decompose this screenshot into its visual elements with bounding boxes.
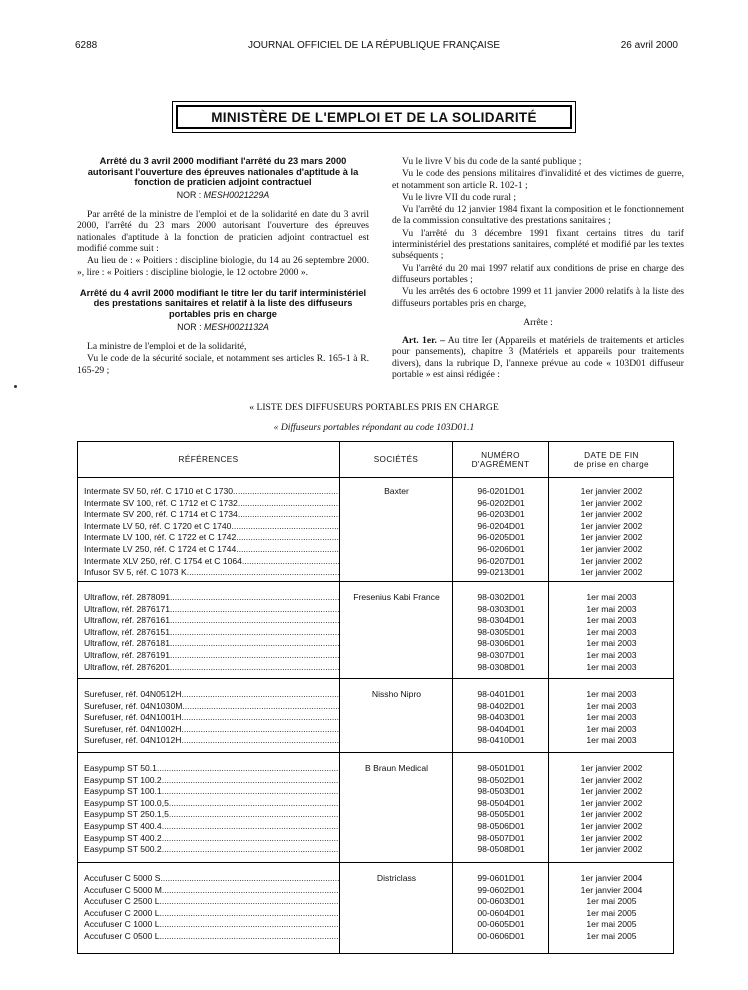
reference-text: Easypump ST 50.1 [84, 763, 157, 773]
end-date: 1er mai 2003 [586, 603, 637, 614]
end-date: 1er mai 2003 [586, 723, 637, 734]
leader-dots [187, 567, 340, 577]
agrement-number: 00-0603D01 [477, 896, 525, 907]
end-date: 1er janvier 2004 [580, 873, 643, 883]
agrement-number: 98-0404D01 [477, 723, 525, 734]
leader-dots [159, 896, 340, 906]
agrement-number: 00-0606D01 [477, 931, 525, 941]
reference-text: Surefuser, réf. 04N1030M [84, 700, 183, 711]
leader-dots [162, 833, 340, 843]
reference-cell [84, 604, 340, 616]
visa: Vu l'arrêté du 20 mai 1997 relatif aux conditions de prise en charge des diffuseurs portables ; [392, 262, 684, 285]
agrement-number: 98-0504D01 [477, 797, 525, 808]
reference-text: Intermate SV 200, réf. C 1714 et C 1734 [84, 509, 238, 520]
reference-text: Intermate XLV 250, réf. C 1754 et C 1064 [84, 555, 242, 566]
visa: Vu l'arrêté du 3 décembre 1991 fixant certains titres du tarif interministériel des prestations sanitaires, complété et modifié par les textes subséquents ; [392, 227, 684, 262]
reference-text: Surefuser, réf. 04N1012H [84, 735, 182, 746]
reference-cell [84, 509, 340, 521]
ministry-banner [172, 101, 576, 133]
leader-dots [181, 724, 340, 734]
end-date: 1er janvier 2002 [580, 544, 643, 554]
reference-cell [84, 662, 340, 674]
leader-dots [233, 486, 340, 496]
reference-text: Ultraflow, réf. 2876151 [84, 626, 170, 637]
agrement-number: 96-0206D01 [477, 544, 525, 554]
leader-dots [162, 786, 340, 796]
arrete2-nor [77, 322, 369, 333]
agrement-number: 96-0203D01 [477, 509, 525, 520]
end-date: 1er janvier 2002 [580, 786, 643, 797]
reference-text: Ultraflow, réf. 2876171 [84, 603, 170, 614]
reference-cell [84, 627, 340, 639]
arrete2-title: Arrêté du 4 avril 2000 modifiant le titre Ier du tarif interministériel des prestations sanitaires et relatif à la liste des diffuseurs portables pris en charge [79, 287, 367, 320]
end-date: 1er mai 2005 [586, 931, 637, 941]
reference-cell [84, 544, 340, 556]
reference-cell [84, 521, 340, 533]
end-date: 1er mai 2005 [586, 907, 637, 918]
agrement-number: 98-0401D01 [477, 689, 525, 699]
company-name: Nissho Nipro [371, 689, 422, 699]
reference-cell [84, 763, 340, 775]
end-date: 1er mai 2003 [586, 650, 637, 660]
end-date: 1er janvier 2002 [580, 520, 643, 531]
visa: Vu le livre V bis du code de la santé publique ; [402, 156, 582, 167]
agrement-number: 98-0502D01 [477, 774, 525, 785]
leader-dots [170, 627, 340, 637]
agrement-number: 00-0604D01 [477, 907, 525, 918]
company-name: Districlass [376, 873, 417, 883]
end-date: 1er janvier 2004 [580, 884, 643, 895]
paragraph: Au lieu de : « Poitiers : discipline biologie, du 14 au 26 septembre 2000. », lire : « Poitiers : discipline biologie, le 12 octobre 2000 ». [77, 255, 369, 278]
reference-cell [84, 532, 340, 544]
end-date: 1er janvier 2002 [580, 797, 643, 808]
reference-cell [84, 498, 340, 510]
end-date: 1er janvier 2002 [580, 486, 643, 496]
leader-dots [170, 604, 340, 614]
reference-cell [84, 689, 340, 701]
reference-cell [84, 896, 340, 908]
end-date: 1er janvier 2002 [580, 809, 643, 820]
article-label: Art. 1er. – [402, 335, 445, 347]
end-date: 1er janvier 2002 [580, 821, 643, 831]
reference-text: Easypump ST 500.2 [84, 844, 162, 855]
reference-text: Easypump ST 100.1 [84, 786, 162, 797]
leader-dots [170, 615, 340, 625]
end-date: 1er mai 2003 [586, 712, 637, 723]
list-subtitle: « Diffuseurs portables répondant au code 103D01.1 [273, 422, 475, 433]
header-date-line1: DATE DE FIN [584, 450, 639, 460]
visa: Vu le livre VII du code rural ; [402, 191, 517, 203]
end-date: 1er mai 2003 [586, 735, 637, 746]
leader-dots [236, 532, 340, 542]
leader-dots [157, 763, 340, 773]
leader-dots [238, 509, 340, 519]
reference-text: Accufuser C 0500 L [84, 931, 160, 941]
end-date: 1er mai 2003 [586, 615, 637, 626]
agrement-number: 98-0305D01 [477, 626, 525, 637]
reference-text: Ultraflow, réf. 2876191 [84, 650, 170, 660]
reference-cell [84, 919, 340, 931]
agrement-number: 00-0605D01 [477, 919, 525, 930]
leader-dots [162, 844, 340, 854]
reference-text: Ultraflow, réf. 2876161 [84, 615, 170, 626]
diffuseurs-table [77, 441, 674, 954]
leader-dots [160, 873, 340, 883]
leader-dots [169, 798, 340, 808]
agrement-number: 98-0403D01 [477, 712, 525, 723]
reference-text: Ultraflow, réf. 2876201 [84, 661, 170, 672]
reference-cell [84, 650, 340, 662]
nor-code: MESH0021132A [204, 321, 269, 332]
end-date: 1er mai 2005 [586, 919, 637, 930]
visa: Vu l'arrêté du 12 janvier 1984 fixant la composition et le fonctionnement de la commission consultative des prestations sanitaires ; [392, 204, 684, 227]
nor-code: MESH0021229A [203, 189, 270, 200]
nor-label: NOR : [176, 189, 202, 200]
reference-text: Intermate SV 50, réf. C 1710 et C 1730 [84, 486, 234, 496]
agrement-number: 96-0204D01 [477, 520, 525, 531]
group-divider [78, 581, 673, 582]
end-date: 1er janvier 2002 [580, 497, 643, 508]
end-date: 1er janvier 2002 [580, 567, 643, 578]
reference-cell [84, 809, 340, 821]
reference-text: Easypump ST 100.0,5 [84, 797, 169, 808]
leader-dots [159, 931, 340, 941]
reference-cell [84, 833, 340, 845]
agrement-number: 96-0201D01 [477, 486, 525, 496]
visa: Vu les arrêtés des 6 octobre 1999 et 11 janvier 2000 relatifs à la liste des diffuseurs portables pris en charge, [392, 286, 684, 309]
leader-dots [236, 544, 340, 554]
reference-cell [84, 486, 340, 498]
agrement-number: 99-0602D01 [477, 884, 525, 895]
reference-cell [84, 798, 340, 810]
article-1 [392, 335, 684, 380]
agrement-number: 98-0501D01 [477, 763, 525, 773]
end-date: 1er mai 2003 [586, 700, 637, 711]
reference-cell [84, 556, 340, 568]
leader-dots [231, 521, 340, 531]
left-column [77, 156, 369, 377]
reference-cell [84, 712, 340, 724]
page-number: 6288 [75, 40, 98, 51]
reference-cell [84, 615, 340, 627]
reference-cell [84, 592, 340, 604]
end-date: 1er janvier 2002 [580, 532, 643, 543]
header-date-line2: de prise en charge [573, 459, 650, 469]
leader-dots [182, 701, 340, 711]
header-divider [78, 477, 673, 478]
arrete1-nor [77, 190, 369, 201]
reference-text: Ultraflow, réf. 2876181 [84, 638, 170, 649]
leader-dots [170, 592, 340, 602]
reference-text: Accufuser C 5000 S [84, 873, 161, 883]
end-date: 1er janvier 2002 [580, 844, 643, 855]
company-name: B Braun Medical [364, 763, 429, 773]
end-date: 1er janvier 2002 [580, 509, 643, 520]
reference-text: Accufuser C 5000 M [84, 884, 162, 895]
scan-speck [14, 385, 17, 388]
end-date: 1er mai 2003 [586, 638, 637, 649]
end-date: 1er mai 2005 [586, 896, 637, 907]
agrement-number: 98-0307D01 [477, 650, 525, 660]
company-name: Fresenius Kabi France [353, 592, 440, 602]
agrement-number: 96-0205D01 [477, 532, 525, 543]
reference-text: Intermate LV 100, réf. C 1722 et C 1742 [84, 532, 237, 543]
agrement-number: 98-0410D01 [477, 735, 525, 746]
reference-cell [84, 786, 340, 798]
paragraph: La ministre de l'emploi et de la solidarité, [87, 340, 247, 352]
reference-cell [84, 701, 340, 713]
agrement-number: 99-0601D01 [477, 873, 525, 883]
reference-cell [84, 775, 340, 787]
agrement-number: 96-0202D01 [477, 497, 525, 508]
reference-text: Accufuser C 2000 L [84, 907, 160, 918]
leader-dots [162, 885, 340, 895]
reference-text: Easypump ST 400.4 [84, 821, 162, 831]
header-societes: SOCIÉTÉS [373, 455, 419, 464]
reference-cell [84, 873, 340, 885]
reference-text: Surefuser, réf. 04N1001H [84, 712, 182, 723]
end-date: 1er janvier 2002 [580, 832, 643, 843]
leader-dots [170, 650, 340, 660]
agrement-number: 99-0213D01 [477, 567, 525, 578]
leader-dots [181, 735, 340, 745]
agrement-number: 98-0303D01 [477, 603, 525, 614]
reference-text: Intermate LV 250, réf. C 1724 et C 1744 [84, 544, 237, 554]
end-date: 1er janvier 2002 [580, 763, 643, 773]
agrement-number: 98-0306D01 [477, 638, 525, 649]
leader-dots [181, 712, 340, 722]
end-date: 1er mai 2003 [586, 689, 637, 699]
leader-dots [159, 919, 340, 929]
leader-dots [159, 908, 340, 918]
header-references: RÉFÉRENCES [178, 455, 239, 464]
reference-cell [84, 567, 340, 579]
agrement-number: 98-0304D01 [477, 615, 525, 626]
reference-cell [84, 735, 340, 747]
header-numero: NUMÉRO D'AGRÉMENT [471, 450, 530, 469]
reference-text: Intermate SV 100, réf. C 1712 et C 1732 [84, 497, 238, 508]
reference-text: Accufuser C 1000 L [84, 919, 160, 930]
ministry-title: MINISTÈRE DE L'EMPLOI ET DE LA SOLIDARITÉ [176, 105, 572, 129]
paragraph: Vu le code de la sécurité sociale, et notamment ses articles R. 165-1 à R. 165-29 ; [77, 353, 369, 376]
leader-dots [170, 638, 340, 648]
reference-cell [84, 908, 340, 920]
reference-text: Easypump ST 100.2 [84, 774, 162, 785]
arrete1-title: Arrêté du 3 avril 2000 modifiant l'arrêté du 23 mars 2000 autorisant l'ouverture des épreuves nationales d'aptitude à la fonction de praticien adjoint contractuel [87, 156, 359, 188]
agrement-number: 98-0503D01 [477, 786, 525, 797]
agrement-number: 98-0508D01 [477, 844, 525, 855]
leader-dots [162, 775, 340, 785]
agrement-number: 98-0302D01 [477, 592, 525, 602]
group-divider [78, 862, 673, 863]
visa: Vu le code des pensions militaires d'invalidité et des victimes de guerre, et notamment son article R. 102-1 ; [392, 168, 684, 191]
reference-text: Intermate LV 50, réf. C 1720 et C 1740 [84, 520, 232, 531]
reference-text: Easypump ST 400.2 [84, 832, 162, 843]
reference-cell [84, 844, 340, 856]
leader-dots [181, 689, 340, 699]
leader-dots [242, 556, 340, 566]
arrete-heading: Arrête : [523, 316, 553, 328]
nor-label: NOR : [177, 321, 202, 332]
reference-cell [84, 821, 340, 833]
reference-cell [84, 724, 340, 736]
end-date: 1er mai 2003 [586, 661, 637, 672]
reference-cell [84, 885, 340, 897]
end-date: 1er janvier 2002 [580, 555, 643, 566]
group-divider [78, 678, 673, 679]
reference-cell [84, 638, 340, 650]
end-date: 1er janvier 2002 [580, 774, 643, 785]
agrement-number: 98-0402D01 [477, 700, 525, 711]
reference-text: Accufuser C 2500 L [84, 896, 160, 907]
leader-dots [162, 821, 340, 831]
leader-dots [170, 662, 340, 672]
leader-dots [169, 809, 340, 819]
header-date [549, 442, 674, 477]
end-date: 1er mai 2003 [586, 592, 637, 602]
list-title: « LISTE DES DIFFUSEURS PORTABLES PRIS EN CHARGE [249, 402, 499, 413]
agrement-number: 98-0505D01 [477, 809, 525, 820]
right-column [392, 156, 684, 381]
agrement-number: 98-0507D01 [477, 832, 525, 843]
agrement-number: 98-0506D01 [477, 821, 525, 831]
company-name: Baxter [384, 486, 409, 496]
group-divider [78, 752, 673, 753]
agrement-number: 96-0207D01 [477, 555, 525, 566]
reference-text: Easypump ST 250.1,5 [84, 809, 169, 820]
reference-text: Surefuser, réf. 04N0512H [84, 689, 182, 699]
reference-cell [84, 931, 340, 943]
end-date: 1er mai 2003 [586, 626, 637, 637]
article-text: Au titre Ier (Appareils et matériels de traitements et articles pour pansements), chapitre 3 (Matériels et appareils pour traitements divers), dans la rubrique D, l'annexe prévue au code « 103D01 diffuseur portable » est ainsi rédigée : [392, 335, 684, 381]
leader-dots [238, 498, 340, 508]
reference-text: Infusor SV 5, réf. C 1073 K [84, 567, 187, 578]
paragraph: Par arrêté de la ministre de l'emploi et de la solidarité en date du 3 avril 2000, l'arrêté du 23 mars 2000 autorisant l'ouverture des épreuves nationales d'aptitude à la fonction de praticien adjoint contractuel est modifié comme suit : [77, 209, 369, 254]
agrement-number: 98-0308D01 [477, 661, 525, 672]
journal-title: JOURNAL OFFICIEL DE LA RÉPUBLIQUE FRANÇAISE [247, 40, 501, 51]
reference-text: Surefuser, réf. 04N1002H [84, 723, 182, 734]
publication-date: 26 avril 2000 [620, 40, 678, 51]
reference-text: Ultraflow, réf. 2878091 [84, 592, 170, 602]
